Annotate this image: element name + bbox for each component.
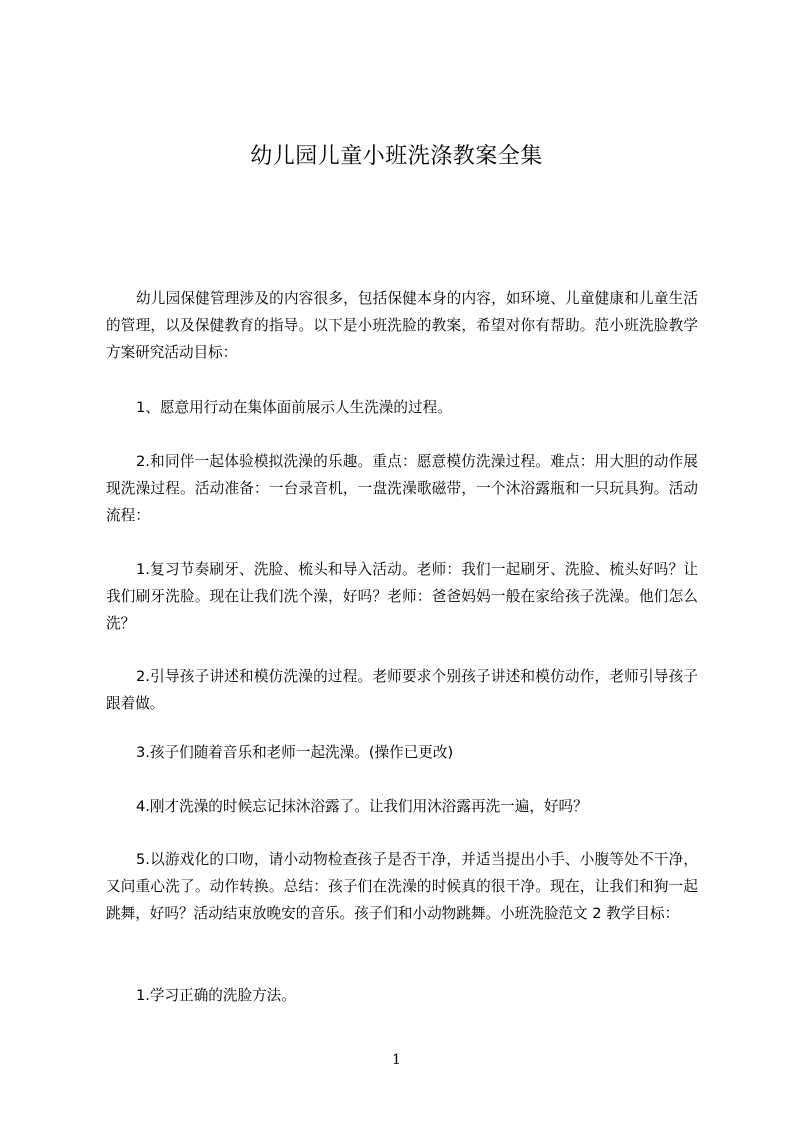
- paragraph-goal-2: 2.和同伴一起体验模拟洗澡的乐趣。重点：愿意模仿洗澡过程。难点：用大胆的动作展现洗澡过程。活动准备：一台录音机，一盘洗澡歌磁带，一个沐浴露瓶和一只玩具狗。活动流程：: [106, 453, 698, 524]
- paragraph-goal-wash-face: 1.学习正确的洗脸方法。: [136, 987, 296, 1004]
- paragraph-intro: 幼儿园保健管理涉及的内容很多，包括保健本身的内容，如环境、儿童健康和儿童生活的管理，以及保健教育的指导。以下是小班洗脸的教案，希望对你有帮助。范小班洗脸教学方案研究活动目标：: [106, 290, 698, 361]
- paragraph-step-2: 2.引导孩子讲述和模仿洗澡的过程。老师要求个别孩子讲述和模仿动作，老师引导孩子跟着做。: [106, 668, 698, 712]
- paragraph-step-1: 1.复习节奏刷牙、洗脸、梳头和导入活动。老师：我们一起刷牙、洗脸、梳头好吗？让我们刷牙洗脸。现在让我们洗个澡，好吗？老师：爸爸妈妈一般在家给孩子洗澡。他们怎么洗？: [106, 561, 698, 632]
- page-number: 1: [392, 1052, 401, 1068]
- paragraph-goal-1: 1、愿意用行动在集体面前展示人生洗澡的过程。: [136, 399, 452, 416]
- paragraph-step-3: 3.孩子们随着音乐和老师一起洗澡。(操作已更改): [136, 744, 454, 761]
- paragraph-step-4: 4.刚才洗澡的时候忘记抹沐浴露了。让我们用沐浴露再洗一遍，好吗？: [136, 798, 588, 815]
- document-title: 幼儿园儿童小班洗涤教案全集: [250, 144, 543, 169]
- paragraph-step-5: 5.以游戏化的口吻，请小动物检查孩子是否干净，并适当提出小手、小腹等处不干净，又问重心洗了。动作转换。总结：孩子们在洗澡的时候真的很干净。现在，让我们和狗一起跳舞，好吗？活动结束放晚安的音乐。孩子们和小动物跳舞。小班洗脸范文 2 教学目标：: [106, 851, 698, 922]
